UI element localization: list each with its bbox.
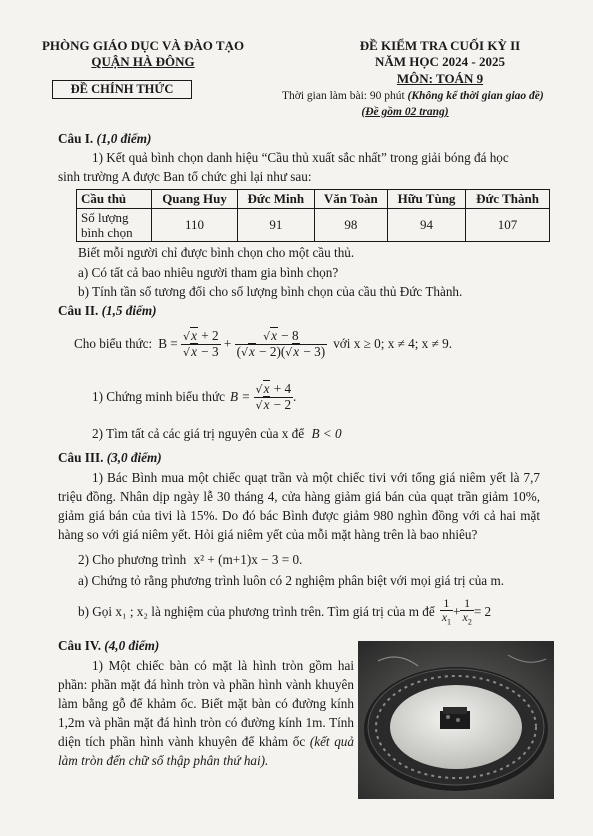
fraction-target: $\frac{√x + 4}{√x - 2}$: [255, 380, 292, 412]
department-name: PHÒNG GIÁO DỤC VÀ ĐÀO TẠO: [41, 38, 245, 53]
vote-table-header-row: [77, 190, 550, 209]
q2-part2: [92, 426, 342, 442]
q2-heading: [58, 303, 157, 319]
vote-table-player: Văn Toàn: [314, 190, 387, 209]
q3-label: Câu III.: [58, 450, 104, 465]
exam-title: ĐỀ KIỂM TRA CUỐI KỲ II: [359, 38, 521, 53]
official-exam-badge: ĐỀ CHÍNH THỨC: [52, 80, 192, 99]
vote-table-player: Đức Thành: [466, 190, 550, 209]
q3-points: (3,0 điểm): [106, 450, 162, 465]
table-photo: [358, 641, 554, 799]
q3-equation: x² + (m+1)x − 3 = 0.: [193, 552, 303, 567]
q4-points: (4,0 điểm): [104, 638, 160, 653]
q4-part1: [58, 656, 354, 770]
time-limit-note: (Không kể thời gian giao đề): [407, 90, 544, 102]
fraction-inv-x2: $\frac{1}{x_2}$: [462, 595, 472, 627]
q1-label: Câu I.: [58, 131, 94, 146]
q3-part-a: a) Chứng tỏ rằng phương trình luôn có 2 nghiệm phân biệt với mọi giá trị của m.: [78, 573, 504, 588]
q2-part2-condition: B < 0: [311, 426, 342, 441]
page-count-note: (Đề gồm 02 trang): [361, 106, 449, 118]
q1-note: Biết mỗi người chỉ được bình chọn cho một cầu thủ.: [78, 245, 355, 260]
time-limit: [282, 90, 544, 102]
fraction-term-2: $\frac{√x - 8}{(√x - 2)(√x - 3)}$: [236, 327, 326, 359]
vote-table-row-label-line1: Số lượng: [81, 210, 129, 225]
q1-intro-line2: sinh trường A được Ban tổ chức ghi lại như sau:: [58, 169, 312, 184]
q4-part1-text: 1) Một chiếc bàn có mặt là hình tròn gồm hai phần: phần mặt đá hình tròn và phần hình vành khuyên làm bằng gỗ để khảm ốc. Biết mặt bàn có đường kính 1,2m và phần mặt đá hình tròn có đường kính 1m. Tính diện tích phần hình vành khuyên để khảm ốc: [58, 658, 354, 749]
expression-prefix: Cho biểu thức:: [74, 336, 153, 351]
vote-count: 91: [238, 209, 315, 242]
vote-table-player: Quang Huy: [152, 190, 238, 209]
vote-table-row-label: [77, 209, 152, 242]
q2-part2-text: 2) Tìm tất cả các giá trị nguyên của x để: [92, 426, 305, 441]
expression-symbol: B =: [158, 336, 182, 351]
round-table-image: [358, 641, 554, 799]
vote-table-row-label-line2: bình chọn: [81, 225, 133, 240]
vote-table: [76, 189, 550, 242]
time-limit-text: Thời gian làm bài: 90 phút: [282, 90, 405, 102]
vote-count: 107: [466, 209, 550, 242]
q2-label: Câu II.: [58, 303, 99, 318]
q3-part-b-text: b) Gọi x₁ ; x₂ là nghiệm của phương trình trên. Tìm giá trị của m để: [78, 604, 435, 619]
q1-part-a: a) Có tất cả bao nhiêu người tham gia bình chọn?: [78, 265, 339, 280]
vote-table-player: Hữu Tùng: [388, 190, 466, 209]
expression-condition: với x ≥ 0; x ≠ 4; x ≠ 9.: [333, 336, 452, 351]
q3-part2: [78, 552, 302, 568]
vote-table-header-label: Cầu thủ: [77, 190, 152, 209]
q2-points: (1,5 điểm): [101, 303, 157, 318]
q4-label: Câu IV.: [58, 638, 101, 653]
q4-part1-note: (kết quả làm tròn đến chữ số thập phân thứ hai).: [58, 734, 354, 768]
q2-part1-text: 1) Chứng minh biểu thức: [92, 389, 225, 404]
q1-heading: [58, 131, 151, 147]
q1-part-b: b) Tính tần số tương đối cho số lượng bình chọn của cầu thủ Đức Thành.: [78, 284, 463, 299]
fraction-term-1: $\frac{√x + 2}{√x - 3}$: [183, 327, 219, 359]
vote-count: 110: [152, 209, 238, 242]
expression-B: Cho biểu thức: B = $\frac{√x + 2}{√x - 3}$ + $\frac{√x - 8}{(√x - 2)(√x - 3)}$ với x ≥ 0; x ≠ 4; x ≠ 9.: [74, 327, 452, 359]
vote-count: 98: [314, 209, 387, 242]
vote-table-player: Đức Minh: [238, 190, 315, 209]
q4-heading: [58, 638, 159, 654]
fraction-inv-x1: $\frac{1}{x_1}$: [441, 595, 452, 627]
q3-part1: 1) Bác Bình mua một chiếc quạt trần và một chiếc tivi với tổng giá niêm yết là 7,7 triệu đồng. Nhân dịp ngày lễ 30 tháng 4, cửa hàng giảm giá bán của quạt trần giảm 10%, giảm giá bán của tivi là 15%. Do đó bác Bình được giảm 980 nghìn đồng với cả hai mặt hàng so với giá niêm yết. Hỏi giá niêm yết của mỗi mặt hàng trên là bao nhiêu?: [58, 470, 540, 542]
q1-intro-line1: 1) Kết quả bình chọn danh hiệu “Cầu thủ xuất sắc nhất” trong giải bóng đá học: [92, 150, 509, 165]
vote-count: 94: [388, 209, 466, 242]
vote-table-votes-row: [77, 209, 550, 242]
q3-part-b: b) Gọi x₁ ; x₂ là nghiệm của phương trình trên. Tìm giá trị của m để $\frac{1}{x_1}$ + $\frac{1}{x_2}$ = 2: [78, 595, 492, 627]
district-name: QUẬN HÀ ĐÔNG: [91, 54, 195, 69]
q3-heading: [58, 450, 162, 466]
q2-part1: 1) Chứng minh biểu thức B = $\frac{√x + 4}{√x - 2}$ .: [92, 380, 297, 412]
q3-part2-text: 2) Cho phương trình: [78, 552, 187, 567]
school-year: NĂM HỌC 2024 - 2025: [375, 54, 505, 69]
q1-points: (1,0 điểm): [96, 131, 152, 146]
subject-title: MÔN: TOÁN 9: [396, 71, 484, 86]
